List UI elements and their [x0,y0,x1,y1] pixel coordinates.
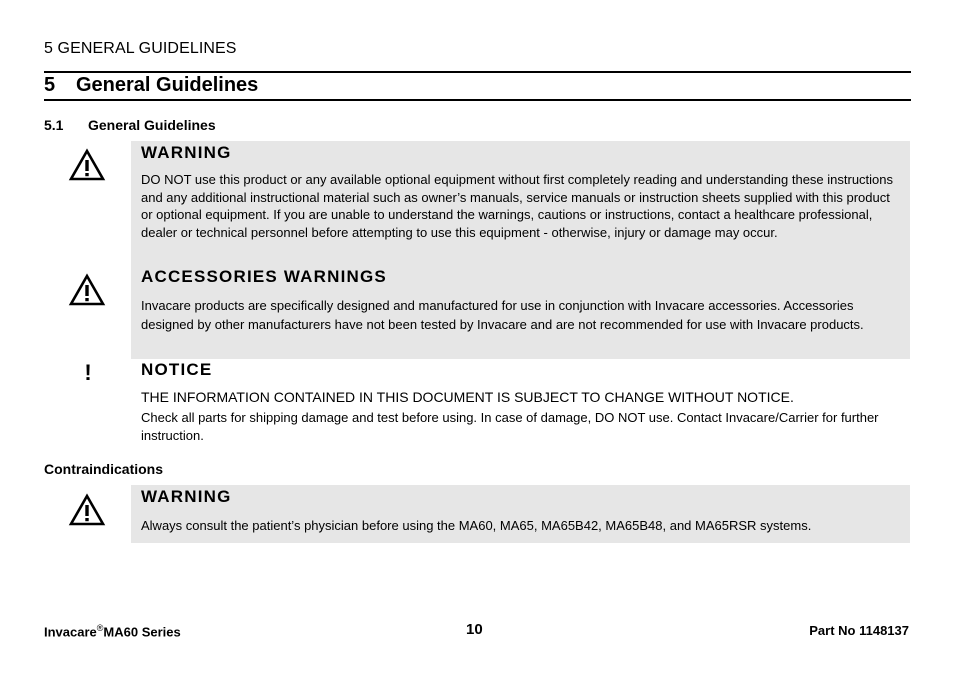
footer-series: MA60 Series [103,624,181,640]
page-number: 10 [466,621,483,638]
running-header: 5 GENERAL GUIDELINES [44,40,237,57]
registered-mark: ® [96,623,104,633]
header-rule-bottom [44,99,911,101]
notice-heading: NOTICE [141,360,213,379]
warning-triangle-icon [68,148,106,182]
footer-brand: Invacare [44,624,97,640]
footer-product [44,623,181,639]
contraindication-warning-block [131,485,910,543]
contraindications-heading: Contraindications [44,461,164,477]
warning-triangle-icon [68,493,106,527]
chapter-title-text: General Guidelines [76,73,259,96]
notice-block [131,359,910,449]
section-title-text: General Guidelines [88,117,216,133]
warning-triangle-icon [68,273,106,307]
contraindication-warning-heading: WARNING [141,487,232,506]
warning-heading: WARNING [141,143,232,162]
chapter-number: 5 [44,73,56,96]
exclamation-icon: ! [84,360,92,385]
accessories-warning-heading: ACCESSORIES WARNINGS [141,267,387,286]
section-number: 5.1 [44,117,64,133]
notice-line-1: THE INFORMATION CONTAINED IN THIS DOCUMENT IS SUBJECT TO CHANGE WITHOUT NOTICE. [141,389,794,405]
chapter-title [44,71,258,99]
warning-block [131,141,910,261]
section-title [44,117,216,133]
notice-line-2: Check all parts for shipping damage and test before using. In case of damage, DO NOT use. Contact Invacare/Carrier for further instruction. [141,410,879,443]
footer-part-number: Part No 1148137 [809,623,909,638]
contraindication-warning-text: Always consult the patient’s physician before using the MA60, MA65, MA65B42, MA65B48, and MA65RSR systems. [141,518,812,533]
accessories-warning-block [131,265,910,359]
warning-text: DO NOT use this product or any available optional equipment without first completely reading and understanding these instructions and any additional instructional material such as owner’s manuals, service manuals or instruction sheets supplied with this product or optional equipment. If you are unable to understand the warnings, cautions or instructions, contact a healthcare professional, dealer or technical personnel before attempting to use this equipment - otherwise, injury or damage may occur. [141,172,894,240]
accessories-warning-text: Invacare products are specifically designed and manufactured for use in conjunction with Invacare accessories. Accessories designed by other manufacturers have not been tested by Invacare and are not recommended for use with Invacare products. [141,298,864,332]
